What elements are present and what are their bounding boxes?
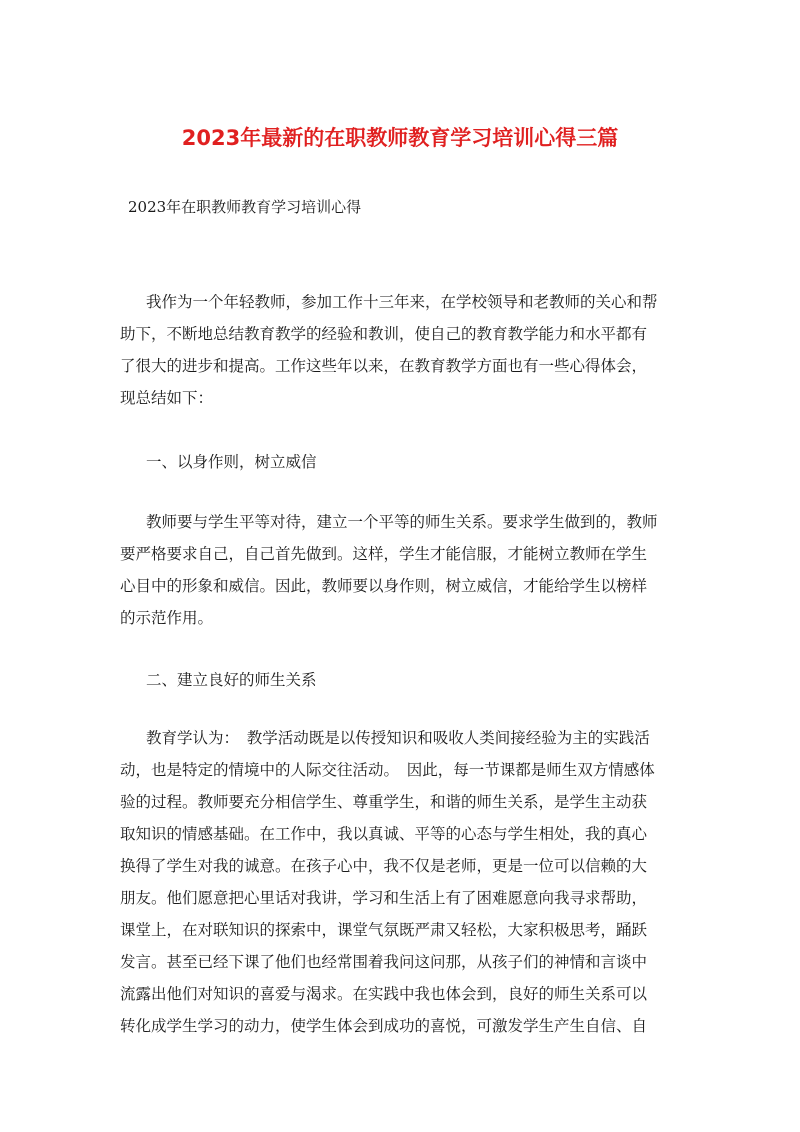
paragraph-line: 课堂上，在对联知识的探索中，课堂气氛既严肃又轻松，大家积极思考，踊跃 xyxy=(120,921,648,939)
paragraph-line: 的示范作用。 xyxy=(120,609,214,627)
paragraph-line: 取知识的情感基础。在工作中，我以真诚、平等的心态与学生相处，我的真心 xyxy=(120,825,648,843)
paragraph-section-2 xyxy=(120,722,700,1042)
paragraph-section-1 xyxy=(120,506,700,634)
paragraph-line: 我作为一个年轻教师，参加工作十三年来，在学校领导和老教师的关心和帮 xyxy=(146,293,658,311)
paragraph-line: 朋友。他们愿意把心里话对我讲，学习和生活上有了困难愿意向我寻求帮助， xyxy=(120,889,648,907)
paragraph-line: 动，也是特定的情境中的人际交往活动。 因此，每一节课都是师生双方情感体 xyxy=(120,761,655,779)
paragraph-line: 教师要与学生平等对待，建立一个平等的师生关系。要求学生做到的，教师 xyxy=(146,513,658,531)
paragraph-line: 发言。甚至已经下课了他们也经常围着我问这问那，从孩子们的神情和言谈中 xyxy=(120,953,648,971)
paragraph-line: 了很大的进步和提高。工作这些年以来，在教育教学方面也有一些心得体会， xyxy=(120,357,648,375)
paragraph-line: 助下，不断地总结教育教学的经验和教训，使自己的教育教学能力和水平都有 xyxy=(120,325,648,343)
paragraph-line: 心目中的形象和威信。因此，教师要以身作则，树立威信，才能给学生以榜样 xyxy=(120,577,648,595)
paragraph-line: 现总结如下： xyxy=(120,389,214,407)
paragraph-line: 验的过程。教师要充分相信学生、尊重学生，和谐的师生关系，是学生主动获 xyxy=(120,793,648,811)
paragraph-line: 要严格要求自己，自己首先做到。这样，学生才能信服，才能树立教师在学生 xyxy=(120,545,648,563)
section-heading-2: 二、建立良好的师生关系 xyxy=(146,671,317,689)
document-title: 2023年最新的在职教师教育学习培训心得三篇 xyxy=(181,126,619,150)
paragraph-line: 流露出他们对知识的喜爱与渴求。在实践中我也体会到，良好的师生关系可以 xyxy=(120,985,648,1003)
paragraph-line: 转化成学生学习的动力，使学生体会到成功的喜悦，可激发学生产生自信、自 xyxy=(120,1017,648,1035)
paragraph-line: 教育学认为： 教学活动既是以传授知识和吸收人类间接经验为主的实践活 xyxy=(146,729,650,747)
paragraph-line: 换得了学生对我的诚意。在孩子心中，我不仅是老师，更是一位可以信赖的大 xyxy=(120,857,648,875)
paragraph-intro xyxy=(120,286,700,414)
section-heading-1: 一、以身作则，树立威信 xyxy=(146,453,317,471)
document-subtitle: 2023年在职教师教育学习培训心得 xyxy=(128,198,362,216)
